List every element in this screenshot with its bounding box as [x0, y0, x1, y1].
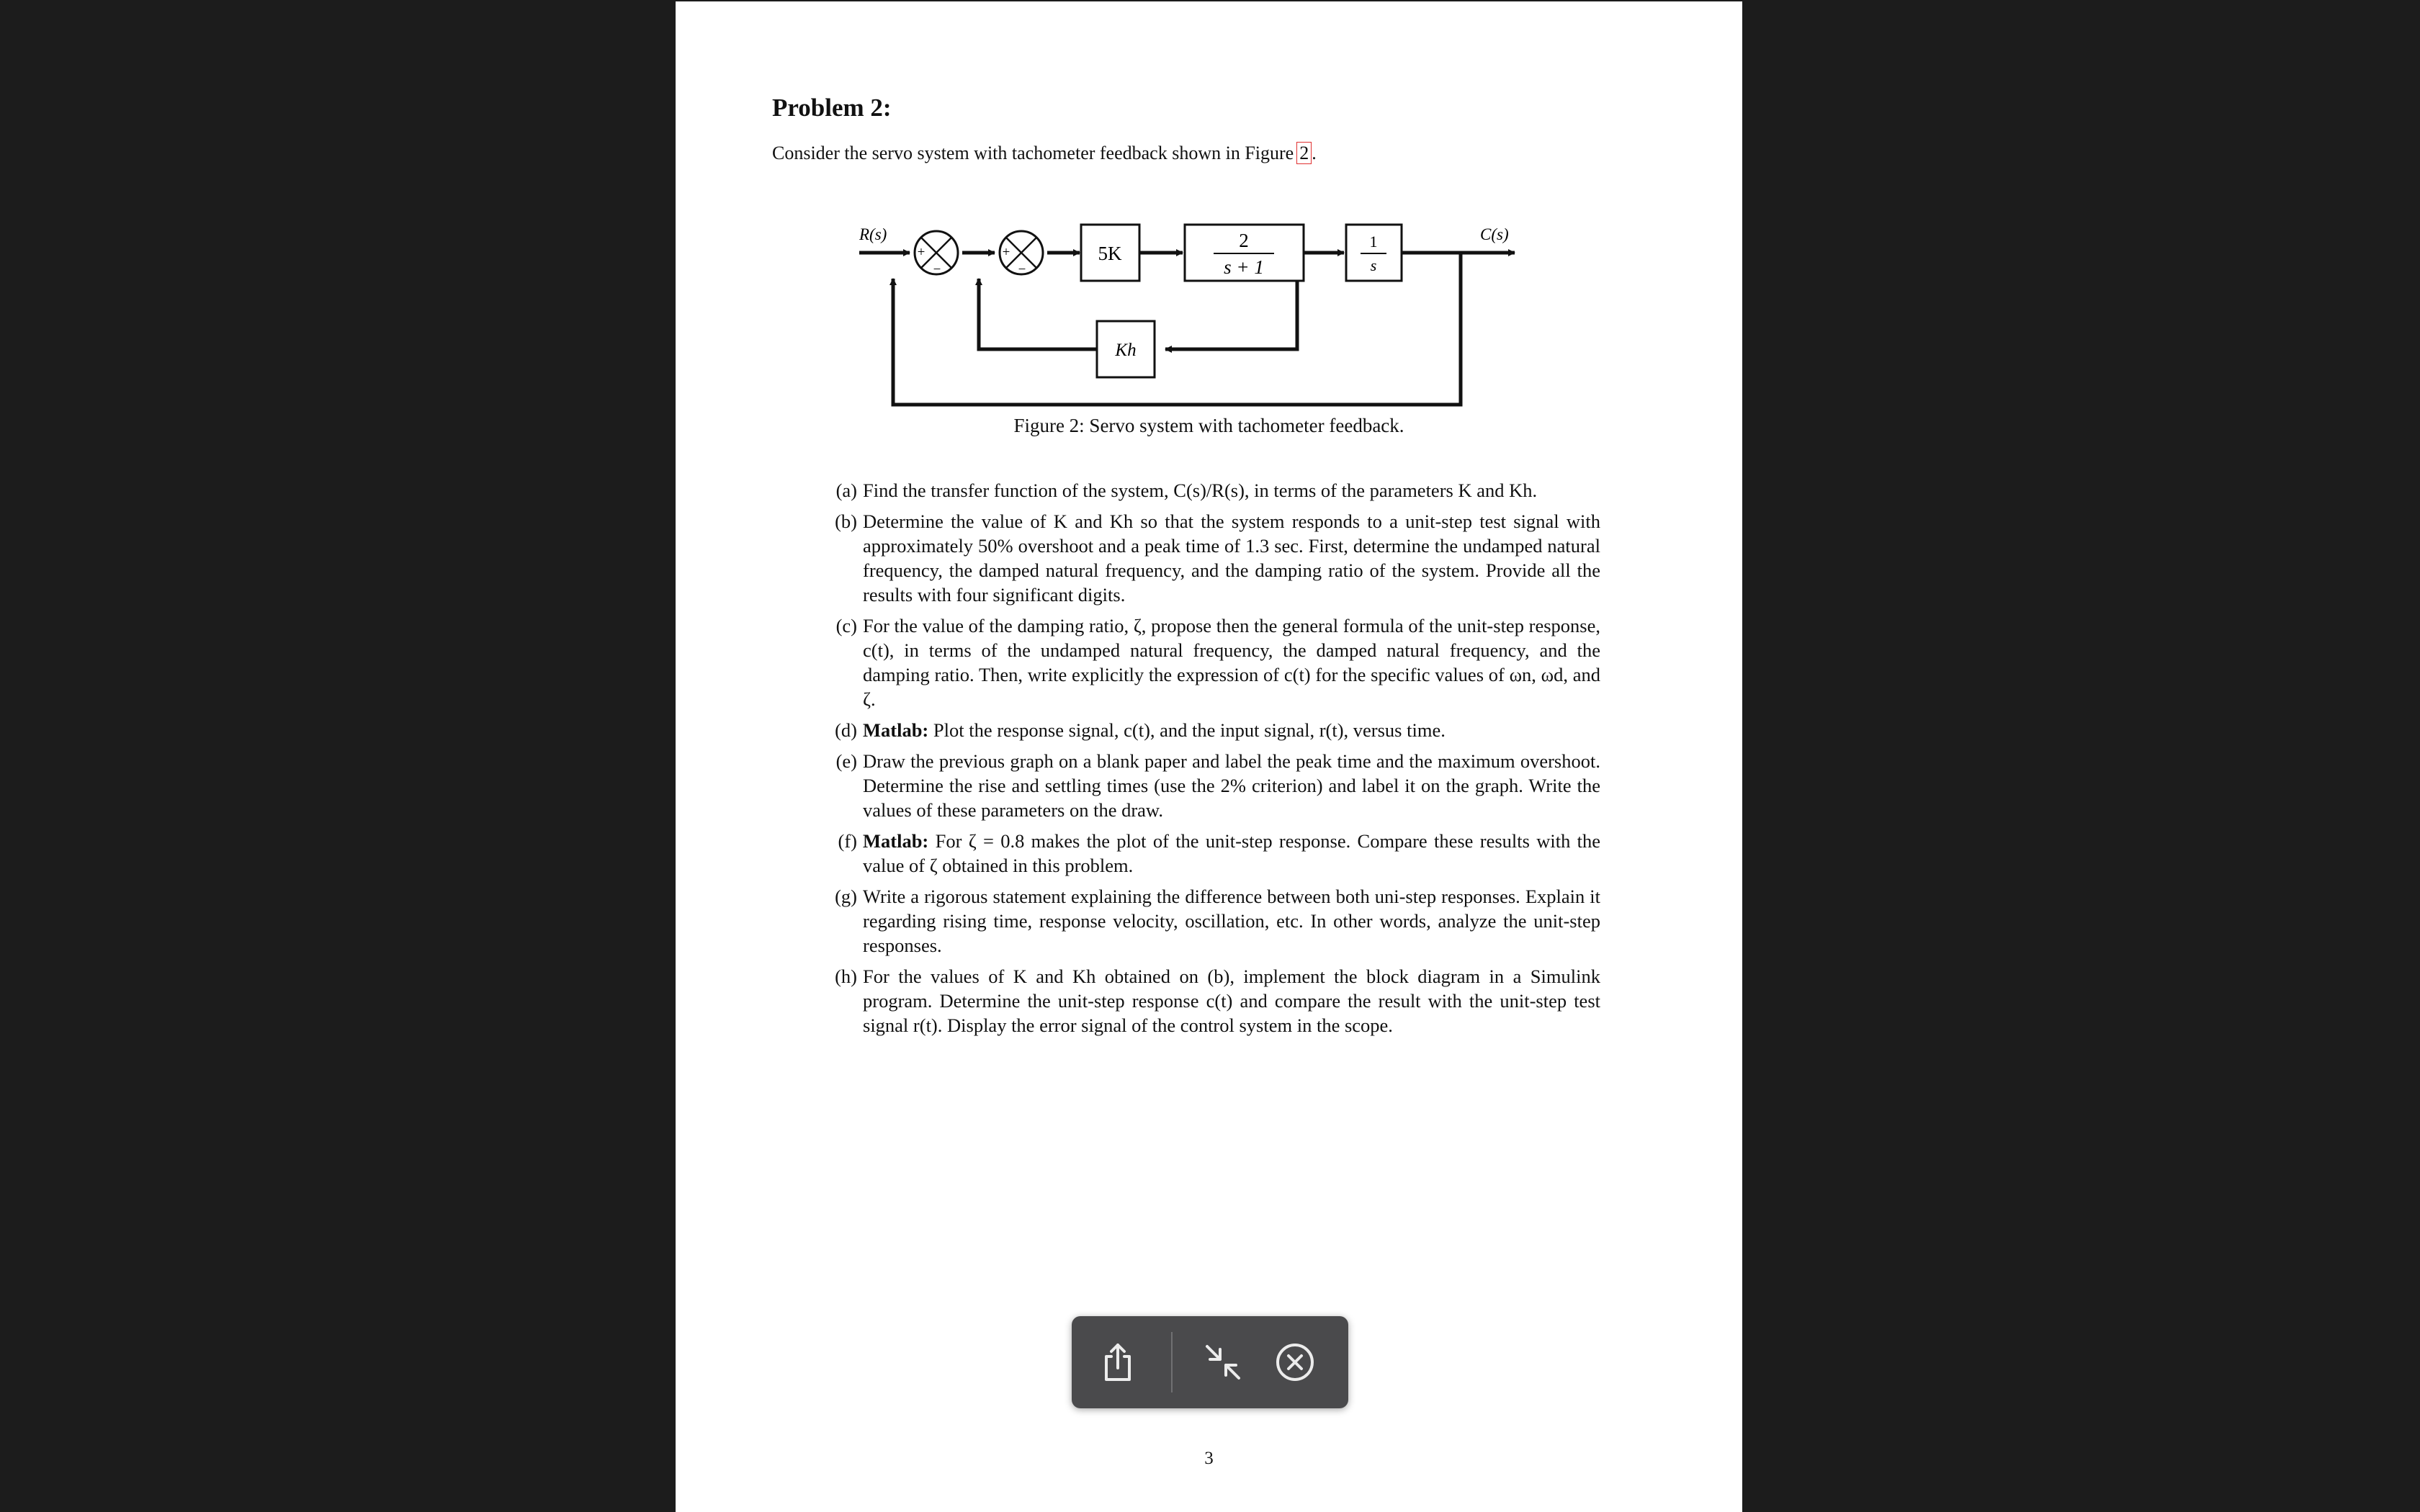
- question-f: [828, 829, 1600, 878]
- question-label: (c): [835, 615, 857, 636]
- question-label: (a): [835, 480, 857, 501]
- question-keyword: Matlab:: [863, 830, 929, 852]
- integrator-denominator: s: [1370, 256, 1377, 274]
- question-g: [828, 884, 1600, 958]
- question-label: (e): [835, 750, 857, 772]
- question-text: Plot the response signal, c(t), and the input signal, r(t), versus time.: [933, 719, 1446, 741]
- sum2-minus: −: [1018, 262, 1026, 277]
- intro-paragraph: [772, 143, 1317, 164]
- question-label: (b): [835, 510, 857, 532]
- summing-junction-2: [1000, 231, 1043, 277]
- output-label: C(s): [1480, 225, 1509, 243]
- sum2-plus: +: [1002, 245, 1010, 260]
- question-text: For the value of the damping ratio, ζ, propose then the general formula of the unit-step response, c(t), in terms of the undamped natural frequency, the damped natural frequency, and the damping ratio. Then, write explicitly the expression of c(t) for the specific values of ωn, ωd, and ζ.: [863, 615, 1600, 710]
- question-text: For the values of K and Kh obtained on (b), implement the block diagram in a Simulink program. Determine the unit-step response c(t) and compare the result with the unit-step test signal r(t). Display the error signal of the control system in the scope.: [863, 966, 1600, 1036]
- question-text: Write a rigorous statement explaining the difference between both uni-step responses. Explain it regarding rising time, response velocity, oscillation, etc. In other words, analyze the unit-step responses.: [863, 886, 1600, 956]
- question-label: (f): [838, 830, 857, 852]
- input-label: R(s): [859, 225, 887, 243]
- sum1-plus: +: [917, 245, 926, 260]
- summing-junction-1: [915, 231, 958, 277]
- tachometer-block-label: Kh: [1115, 341, 1137, 360]
- question-d: [828, 718, 1600, 742]
- block-diagram: [852, 215, 1536, 409]
- plant-numerator: 2: [1239, 230, 1249, 251]
- tachometer-feedback-line-out: [979, 279, 1097, 349]
- question-b: [828, 509, 1600, 607]
- toolbar-divider: [1171, 1332, 1173, 1392]
- gain-block-label: 5K: [1098, 243, 1122, 264]
- question-a: [828, 478, 1600, 503]
- document-page: [676, 1, 1742, 1512]
- close-circle-icon: [1270, 1338, 1319, 1387]
- share-button[interactable]: [1093, 1338, 1142, 1387]
- question-h: [828, 964, 1600, 1038]
- question-text: For ζ = 0.8 makes the plot of the unit-step response. Compare these results with the value of ζ obtained in this problem.: [863, 830, 1601, 876]
- integrator-numerator: 1: [1369, 233, 1378, 251]
- exit-fullscreen-button[interactable]: [1198, 1338, 1247, 1387]
- close-button[interactable]: [1270, 1338, 1319, 1387]
- floating-toolbar: [1072, 1316, 1348, 1408]
- intro-end: .: [1312, 143, 1317, 163]
- question-text: Find the transfer function of the system, C(s)/R(s), in terms of the parameters K and Kh.: [863, 480, 1538, 501]
- question-keyword: Matlab:: [863, 719, 929, 741]
- figure-reference-link[interactable]: 2: [1296, 142, 1312, 164]
- intro-text: Consider the servo system with tachometer feedback shown in Figure: [772, 143, 1294, 163]
- question-c: [828, 613, 1600, 711]
- shrink-icon: [1198, 1338, 1247, 1387]
- problem-title: Problem 2:: [772, 94, 892, 122]
- question-label: (h): [835, 966, 857, 987]
- question-label: (d): [835, 719, 857, 741]
- figure-caption: Figure 2: Servo system with tachometer feedback.: [1013, 415, 1404, 436]
- plant-denominator: s + 1: [1224, 256, 1264, 278]
- question-label: (g): [835, 886, 857, 907]
- page-number: 3: [1204, 1449, 1214, 1468]
- question-e: [828, 749, 1600, 822]
- share-icon: [1093, 1338, 1142, 1387]
- sum1-minus: −: [933, 262, 941, 277]
- question-text: Draw the previous graph on a blank paper and label the peak time and the maximum overshoot. Determine the rise and settling times (use the 2% criterion) and label it on the graph. Write the values of these parameters on the draw.: [863, 750, 1600, 821]
- question-text: Determine the value of K and Kh so that the system responds to a unit-step test signal with approximately 50% overshoot and a peak time of 1.3 sec. First, determine the undamped natural frequency, the damped natural frequency, and the damping ratio of the system. Provide all the results with four significant digits.: [863, 510, 1600, 606]
- question-list: [828, 478, 1600, 1044]
